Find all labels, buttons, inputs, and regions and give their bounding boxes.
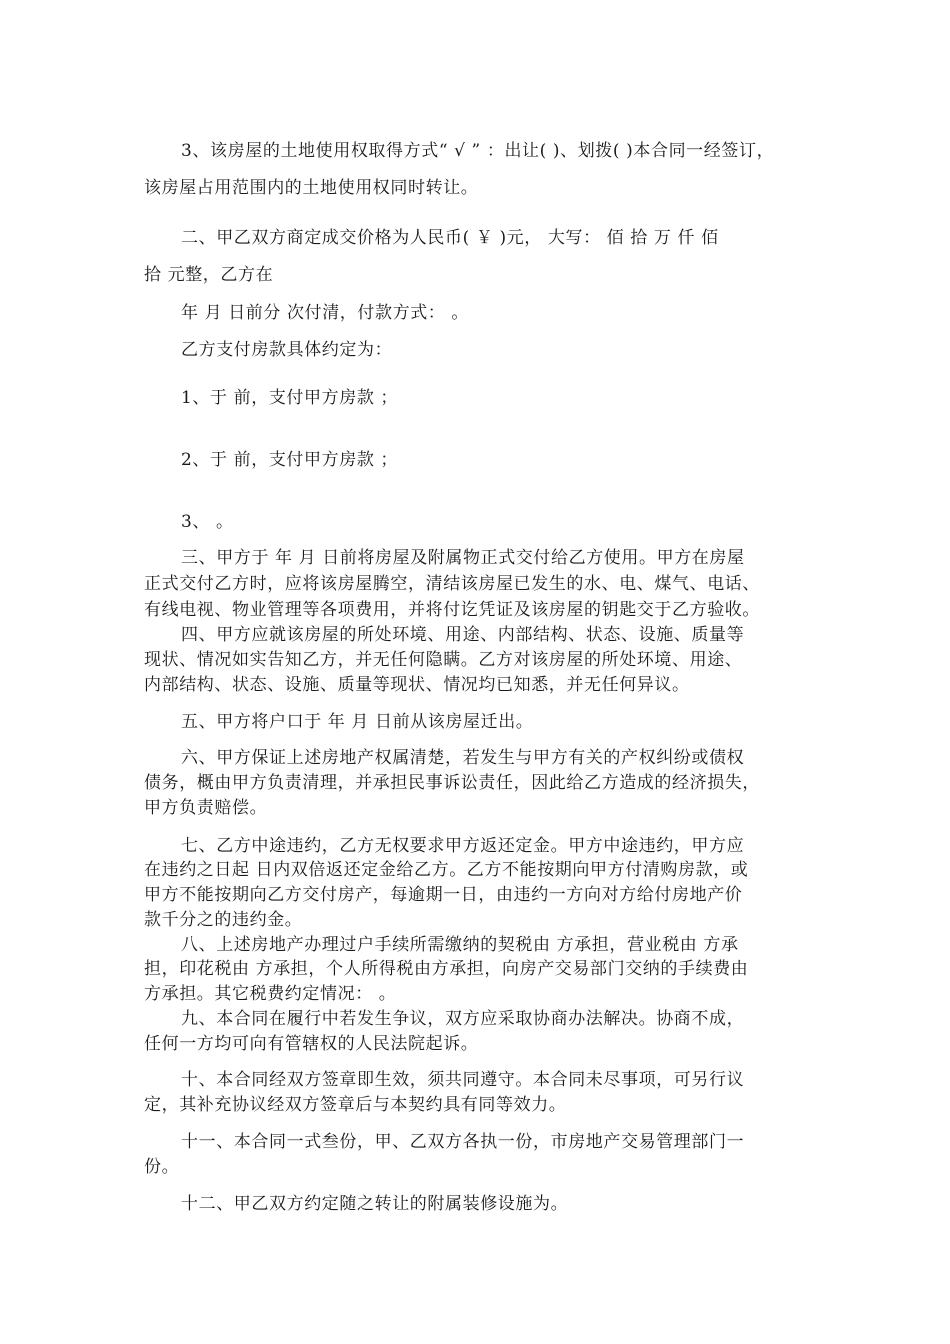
text-line: 现状、情况如实告知乙方，并无任何隐瞒。乙方对该房屋的所处环境、用途、	[144, 650, 743, 670]
text-line: 债务，概由甲方负责清理，并承担民事诉讼责任，因此给乙方造成的经济损失，	[144, 773, 760, 793]
text-line: 五、甲方将户口于 年 月 日前从该房屋迁出。	[181, 712, 534, 732]
text-line: 内部结构、状态、设施、质量等现状、情况均已知悉，并无任何异议。	[144, 675, 690, 695]
text-line: 四、甲方应就该房屋的所处环境、用途、内部结构、状态、设施、质量等	[181, 625, 745, 645]
text-line: 八、上述房地产办理过户手续所需缴纳的契税由 方承担，营业税由 方承	[181, 935, 739, 955]
text-line: 拾 元整，乙方在	[144, 265, 274, 285]
text-line: 份。	[144, 1157, 180, 1177]
text-line: 十二、甲乙双方约定随之转让的附属装修设施为。	[181, 1194, 569, 1214]
text-line: 乙方支付房款具体约定为：	[181, 340, 393, 360]
text-line: 正式交付乙方时，应将该房屋腾空，清结该房屋已发生的水、电、煤气、电话、	[144, 574, 760, 594]
text-line: 有线电视、物业管理等各项费用，并将付讫凭证及该房屋的钥匙交于乙方验收。	[144, 600, 760, 620]
text-line: 甲方不能按期向乙方交付房产，每逾期一日，由违约一方向对方给付房地产价	[144, 885, 743, 905]
text-line: 3、 。	[181, 512, 234, 532]
text-line: 3、该房屋的土地使用权取得方式“ √ ” ：出让( )、划拨( )本合同一经签订，	[181, 141, 775, 161]
text-line: 款千分之的违约金。	[144, 910, 303, 930]
text-line: 十一、本合同一式叁份，甲、乙双方各执一份，市房地产交易管理部门一	[181, 1132, 745, 1152]
text-line: 担，印花税由 方承担，个人所得税由方承担，向房产交易部门交纳的手续费由	[144, 959, 749, 979]
text-line: 七、乙方中途违约，乙方无权要求甲方返还定金。甲方中途违约，甲方应	[181, 836, 745, 856]
text-line: 二、甲乙双方商定成交价格为人民币( ￥ )元， 大写： 佰 拾 万 仟 佰	[181, 228, 719, 248]
text-line: 十、本合同经双方签章即生效，须共同遵守。本合同未尽事项，可另行议	[181, 1070, 745, 1090]
text-line: 方承担。其它税费约定情况： 。	[144, 984, 397, 1004]
text-line: 年 月 日前分 次付清，付款方式： 。	[181, 303, 470, 323]
text-line: 任何一方均可向有管辖权的人民法院起诉。	[144, 1034, 479, 1054]
text-line: 定，其补充协议经双方签章后与本契约具有同等效力。	[144, 1095, 567, 1115]
text-line: 2、于 前，支付甲方房款 ；	[181, 450, 399, 470]
text-line: 该房屋占用范围内的土地使用权同时转让。	[144, 178, 479, 198]
text-line: 六、甲方保证上述房地产权属清楚，若发生与甲方有关的产权纠纷或债权	[181, 748, 745, 768]
text-line: 在违约之日起 日内双倍返还定金给乙方。乙方不能按期向甲方付清购房款，或	[144, 860, 749, 880]
text-line: 三、甲方于 年 月 日前将房屋及附属物正式交付给乙方使用。甲方在房屋	[181, 548, 745, 568]
text-line: 1、于 前，支付甲方房款 ；	[181, 388, 399, 408]
text-line: 九、本合同在履行中若发生争议，双方应采取协商办法解决。协商不成，	[181, 1009, 745, 1029]
text-line: 甲方负责赔偿。	[144, 798, 268, 818]
